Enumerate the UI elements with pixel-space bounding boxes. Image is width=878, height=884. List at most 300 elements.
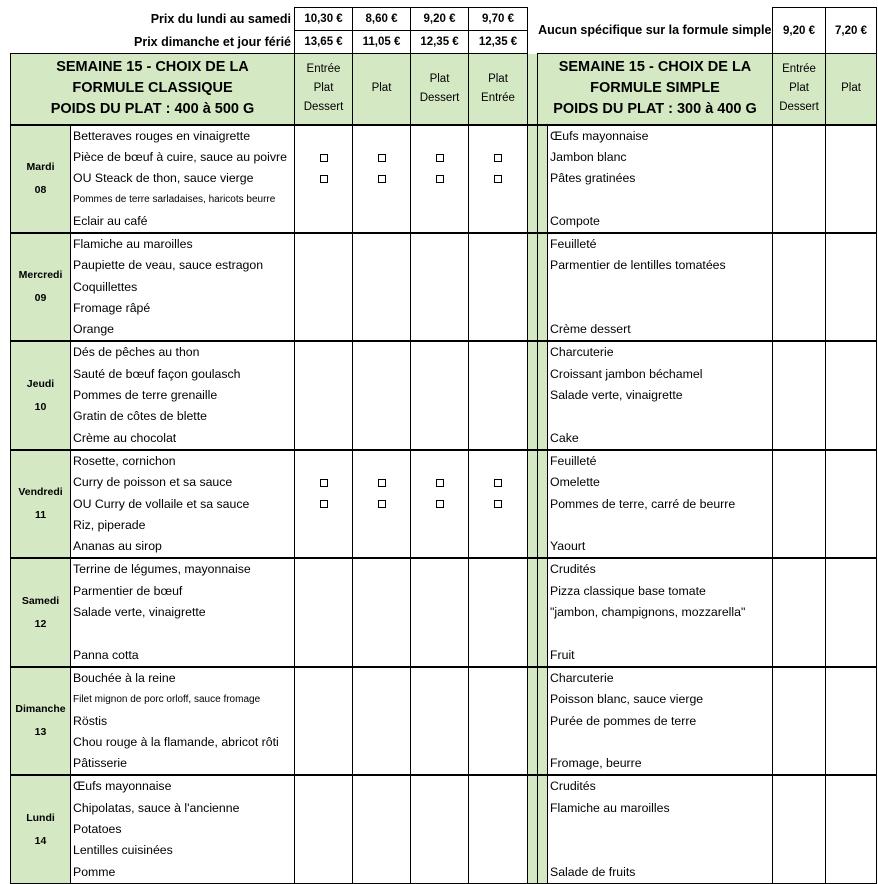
day-number: 11 xyxy=(34,509,47,522)
classic-choice-cell xyxy=(295,277,353,298)
classic-choice-cell xyxy=(411,558,469,580)
classic-choice-cell[interactable] xyxy=(411,168,469,189)
menu-line xyxy=(11,753,877,775)
separator xyxy=(528,558,538,666)
classic-choice-cell xyxy=(295,385,353,406)
classic-choice-cell xyxy=(411,753,469,775)
classic-choice-cell xyxy=(411,862,469,884)
simple-choice-cell xyxy=(826,840,877,861)
classic-choice-cell xyxy=(295,255,353,276)
separator xyxy=(528,341,538,449)
menu-line xyxy=(11,233,877,255)
simple-choice-cell xyxy=(826,862,877,884)
simple-choice-cell xyxy=(826,558,877,580)
classic-dish: Eclair au café xyxy=(71,211,295,233)
simple-choice-cell xyxy=(826,645,877,667)
classic-choice-cell xyxy=(411,732,469,753)
simple-choice-cell xyxy=(773,450,826,472)
simple-price: 7,20 € xyxy=(826,8,877,54)
classic-choice-cell xyxy=(353,515,411,536)
simple-dish xyxy=(548,819,773,840)
separator xyxy=(538,667,548,775)
menu-line xyxy=(11,515,877,536)
classic-choice-cell xyxy=(469,277,528,298)
classic-choice-cell xyxy=(295,536,353,558)
classic-choice-cell xyxy=(411,364,469,385)
choice-checkbox[interactable] xyxy=(378,500,386,508)
choice-checkbox[interactable] xyxy=(494,500,502,508)
classic-choice-cell xyxy=(411,255,469,276)
classic-choice-cell xyxy=(469,667,528,689)
classic-choice-cell[interactable] xyxy=(295,147,353,168)
simple-dish: Feuilleté xyxy=(548,233,773,255)
classic-choice-cell[interactable] xyxy=(353,494,411,515)
simple-choice-cell xyxy=(773,428,826,450)
classic-choice-cell xyxy=(469,406,528,427)
sunday-price: 12,35 € xyxy=(469,31,528,54)
classic-choice-cell xyxy=(411,450,469,472)
simple-choice-cell xyxy=(826,472,877,493)
simple-choice-cell xyxy=(773,494,826,515)
classic-choice-cell xyxy=(411,341,469,363)
classic-choice-cell xyxy=(353,298,411,319)
menu-line xyxy=(11,211,877,233)
classic-choice-cell xyxy=(469,255,528,276)
price-row-weekday xyxy=(11,8,877,31)
classic-dish: Chou rouge à la flamande, abricot rôti xyxy=(71,732,295,753)
simple-choice-cell xyxy=(773,147,826,168)
classic-choice-cell xyxy=(353,536,411,558)
simple-dish xyxy=(548,623,773,644)
simple-choice-cell xyxy=(826,450,877,472)
classic-dish: Filet mignon de porc orloff, sauce fromage xyxy=(71,689,295,710)
classic-dish: Dés de pêches au thon xyxy=(71,341,295,363)
simple-formula-title xyxy=(538,54,773,125)
classic-dish: OU Curry de vollaile et sa sauce xyxy=(71,494,295,515)
simple-title-line: SEMAINE 15 - CHOIX DE LA xyxy=(558,59,752,76)
classic-choice-cell xyxy=(353,558,411,580)
simple-choice-cell xyxy=(826,689,877,710)
classic-choice-cell xyxy=(469,645,528,667)
choice-checkbox[interactable] xyxy=(436,479,444,487)
classic-choice-cell xyxy=(295,753,353,775)
simple-choice-cell xyxy=(826,319,877,341)
classic-dish: Pâtisserie xyxy=(71,753,295,775)
classic-choice-cell xyxy=(353,840,411,861)
menu-line xyxy=(11,798,877,819)
classic-choice-cell[interactable] xyxy=(469,494,528,515)
separator xyxy=(528,450,538,558)
classic-choice-cell[interactable] xyxy=(353,472,411,493)
classic-choice-cell xyxy=(353,341,411,363)
menu-line xyxy=(11,775,877,797)
day-label xyxy=(11,233,71,341)
simple-choice-cell xyxy=(773,406,826,427)
classic-choice-cell xyxy=(411,689,469,710)
classic-choice-cell xyxy=(353,602,411,623)
classic-dish: Paupiette de veau, sauce estragon xyxy=(71,255,295,276)
classic-choice-cell xyxy=(295,428,353,450)
simple-choice-cell xyxy=(773,558,826,580)
classic-choice-cell[interactable] xyxy=(411,147,469,168)
simple-dish: Fruit xyxy=(548,645,773,667)
simple-choice-cell xyxy=(826,819,877,840)
simple-choice-cell xyxy=(773,862,826,884)
simple-choice-cell xyxy=(826,211,877,233)
simple-choice-cell xyxy=(826,233,877,255)
simple-choice-cell xyxy=(773,277,826,298)
simple-choice-cell xyxy=(773,667,826,689)
classic-choice-cell xyxy=(353,189,411,210)
classic-choice-cell xyxy=(411,711,469,732)
day-number: 12 xyxy=(34,617,47,630)
day-label xyxy=(11,775,71,883)
classic-col-header: Plat xyxy=(353,54,411,125)
day-name: Lundi xyxy=(26,811,55,824)
simple-dish: Pommes de terre, carré de beurre xyxy=(548,494,773,515)
simple-title-line: FORMULE SIMPLE xyxy=(590,80,720,97)
classic-choice-cell xyxy=(469,211,528,233)
classic-choice-cell xyxy=(411,798,469,819)
classic-choice-cell[interactable] xyxy=(469,147,528,168)
classic-choice-cell xyxy=(353,277,411,298)
simple-dish: Yaourt xyxy=(548,536,773,558)
simple-choice-cell xyxy=(826,428,877,450)
simple-choice-cell xyxy=(773,645,826,667)
choice-checkbox[interactable] xyxy=(436,154,444,162)
simple-choice-cell xyxy=(826,536,877,558)
separator xyxy=(528,125,538,233)
classic-choice-cell xyxy=(469,862,528,884)
day-label xyxy=(11,558,71,666)
menu-line xyxy=(11,623,877,644)
simple-choice-cell xyxy=(826,494,877,515)
simple-choice-cell xyxy=(826,298,877,319)
choice-checkbox[interactable] xyxy=(436,175,444,183)
simple-dish: Salade verte, vinaigrette xyxy=(548,385,773,406)
classic-choice-cell xyxy=(295,189,353,210)
simple-choice-cell xyxy=(773,515,826,536)
classic-dish: Röstis xyxy=(71,711,295,732)
day-label xyxy=(11,450,71,558)
choice-checkbox[interactable] xyxy=(320,154,328,162)
simple-choice-cell xyxy=(826,711,877,732)
sunday-price-label: Prix dimanche et jour férié xyxy=(134,34,291,49)
classic-choice-cell xyxy=(411,277,469,298)
simple-choice-cell xyxy=(773,689,826,710)
classic-choice-cell xyxy=(353,581,411,602)
menu-line xyxy=(11,385,877,406)
simple-choice-cell xyxy=(826,623,877,644)
day-label xyxy=(11,667,71,775)
simple-dish: Fromage, beurre xyxy=(548,753,773,775)
simple-choice-cell xyxy=(773,233,826,255)
simple-choice-cell xyxy=(773,581,826,602)
classic-dish: Œufs mayonnaise xyxy=(71,775,295,797)
classic-choice-cell xyxy=(469,428,528,450)
classic-choice-cell xyxy=(295,364,353,385)
day-name: Mercredi xyxy=(18,269,63,282)
classic-dish: Coquillettes xyxy=(71,277,295,298)
classic-choice-cell xyxy=(295,667,353,689)
classic-choice-cell xyxy=(353,753,411,775)
simple-choice-cell xyxy=(826,147,877,168)
weekday-price: 8,60 € xyxy=(353,8,411,31)
menu-line xyxy=(11,667,877,689)
simple-col-header: Plat xyxy=(826,54,877,125)
classic-col-header: Plat Dessert xyxy=(411,54,469,125)
classic-choice-cell xyxy=(411,211,469,233)
classic-choice-cell xyxy=(295,819,353,840)
simple-choice-cell xyxy=(773,711,826,732)
choice-checkbox[interactable] xyxy=(320,479,328,487)
simple-dish: Purée de pommes de terre xyxy=(548,711,773,732)
simple-choice-cell xyxy=(773,602,826,623)
classic-choice-cell xyxy=(295,558,353,580)
choice-checkbox[interactable] xyxy=(378,479,386,487)
classic-choice-cell xyxy=(295,602,353,623)
simple-choice-cell xyxy=(826,602,877,623)
classic-choice-cell[interactable] xyxy=(295,494,353,515)
classic-choice-cell xyxy=(295,581,353,602)
weekday-price: 10,30 € xyxy=(295,8,353,31)
classic-choice-cell xyxy=(469,602,528,623)
simple-dish: Flamiche au maroilles xyxy=(548,798,773,819)
classic-choice-cell xyxy=(295,798,353,819)
classic-choice-cell xyxy=(411,645,469,667)
separator xyxy=(528,54,538,125)
simple-dish: "jambon, champignons, mozzarella" xyxy=(548,602,773,623)
simple-choice-cell xyxy=(773,536,826,558)
simple-choice-cell xyxy=(826,732,877,753)
choice-checkbox[interactable] xyxy=(436,500,444,508)
classic-choice-cell[interactable] xyxy=(469,168,528,189)
classic-choice-cell xyxy=(411,319,469,341)
menu-line xyxy=(11,711,877,732)
classic-dish: Bouchée à la reine xyxy=(71,667,295,689)
choice-checkbox[interactable] xyxy=(494,154,502,162)
classic-choice-cell xyxy=(353,711,411,732)
simple-choice-cell xyxy=(773,168,826,189)
simple-choice-cell xyxy=(773,211,826,233)
simple-choice-cell xyxy=(826,775,877,797)
classic-dish: Gratin de côtes de blette xyxy=(71,406,295,427)
classic-choice-cell xyxy=(353,255,411,276)
classic-choice-cell xyxy=(353,862,411,884)
simple-choice-cell xyxy=(773,623,826,644)
simple-dish: Crudités xyxy=(548,558,773,580)
simple-choice-cell xyxy=(826,667,877,689)
menu-line xyxy=(11,536,877,558)
simple-choice-cell xyxy=(773,255,826,276)
classic-choice-cell xyxy=(353,689,411,710)
classic-choice-cell[interactable] xyxy=(295,168,353,189)
classic-choice-cell xyxy=(353,406,411,427)
classic-title-line: FORMULE CLASSIQUE xyxy=(72,80,233,97)
simple-dish: Crudités xyxy=(548,775,773,797)
classic-choice-cell xyxy=(411,125,469,147)
simple-choice-cell xyxy=(773,319,826,341)
classic-dish: Chipolatas, sauce à l'ancienne xyxy=(71,798,295,819)
classic-choice-cell xyxy=(469,341,528,363)
classic-choice-cell[interactable] xyxy=(469,472,528,493)
classic-choice-cell xyxy=(469,711,528,732)
simple-dish: Pizza classique base tomate xyxy=(548,581,773,602)
classic-dish: Crème au chocolat xyxy=(71,428,295,450)
classic-choice-cell[interactable] xyxy=(353,168,411,189)
simple-dish xyxy=(548,298,773,319)
classic-dish: Salade verte, vinaigrette xyxy=(71,602,295,623)
simple-dish: Salade de fruits xyxy=(548,862,773,884)
classic-choice-cell[interactable] xyxy=(295,472,353,493)
classic-dish: Flamiche au maroilles xyxy=(71,233,295,255)
classic-choice-cell[interactable] xyxy=(353,147,411,168)
classic-choice-cell xyxy=(469,753,528,775)
classic-choice-cell xyxy=(295,689,353,710)
simple-dish: Charcuterie xyxy=(548,667,773,689)
day-number: 09 xyxy=(34,292,47,305)
classic-choice-cell xyxy=(469,450,528,472)
simple-dish xyxy=(548,406,773,427)
classic-col-header: Entrée Plat Dessert xyxy=(295,54,353,125)
classic-choice-cell xyxy=(411,406,469,427)
classic-choice-cell xyxy=(353,623,411,644)
choice-checkbox[interactable] xyxy=(378,154,386,162)
classic-title-line: SEMAINE 15 - CHOIX DE LA xyxy=(56,59,249,76)
simple-dish: Compote xyxy=(548,211,773,233)
classic-choice-cell xyxy=(411,428,469,450)
menu-line xyxy=(11,689,877,710)
simple-choice-cell xyxy=(826,515,877,536)
classic-choice-cell xyxy=(295,406,353,427)
menu-line xyxy=(11,147,877,168)
simple-choice-cell xyxy=(773,775,826,797)
simple-choice-cell xyxy=(826,385,877,406)
classic-choice-cell xyxy=(469,536,528,558)
choice-checkbox[interactable] xyxy=(320,500,328,508)
classic-dish: Parmentier de bœuf xyxy=(71,581,295,602)
classic-choice-cell xyxy=(411,623,469,644)
weekday-price: 9,20 € xyxy=(411,8,469,31)
choice-checkbox[interactable] xyxy=(320,175,328,183)
classic-choice-cell xyxy=(295,515,353,536)
simple-choice-cell xyxy=(773,819,826,840)
classic-dish: Pièce de bœuf à cuire, sauce au poivre xyxy=(71,147,295,168)
simple-col-header: Entrée Plat Dessert xyxy=(773,54,826,125)
choice-checkbox[interactable] xyxy=(494,479,502,487)
classic-choice-cell xyxy=(469,840,528,861)
classic-choice-cell xyxy=(469,233,528,255)
sunday-price: 12,35 € xyxy=(411,31,469,54)
separator xyxy=(538,341,548,449)
classic-dish: Lentilles cuisinées xyxy=(71,840,295,861)
menu-line xyxy=(11,364,877,385)
simple-dish xyxy=(548,277,773,298)
simple-choice-cell xyxy=(773,298,826,319)
day-label xyxy=(11,341,71,449)
menu-line xyxy=(11,602,877,623)
day-name: Vendredi xyxy=(18,486,63,499)
choice-checkbox[interactable] xyxy=(378,175,386,183)
menu-line xyxy=(11,645,877,667)
classic-choice-cell[interactable] xyxy=(411,472,469,493)
classic-dish: Pomme xyxy=(71,862,295,884)
classic-dish: Curry de poisson et sa sauce xyxy=(71,472,295,493)
classic-choice-cell xyxy=(411,840,469,861)
separator xyxy=(538,775,548,883)
classic-title-line: POIDS DU PLAT : 400 à 500 G xyxy=(50,101,255,118)
menu-table xyxy=(10,7,877,884)
classic-dish xyxy=(71,623,295,644)
classic-choice-cell xyxy=(411,667,469,689)
classic-choice-cell xyxy=(469,385,528,406)
classic-choice-cell xyxy=(469,298,528,319)
menu-line xyxy=(11,558,877,580)
classic-choice-cell xyxy=(295,233,353,255)
classic-choice-cell xyxy=(353,211,411,233)
simple-choice-cell xyxy=(826,753,877,775)
classic-dish: Pommes de terre grenaille xyxy=(71,385,295,406)
classic-choice-cell[interactable] xyxy=(411,494,469,515)
menu-line xyxy=(11,840,877,861)
classic-choice-cell xyxy=(411,775,469,797)
menu-line xyxy=(11,125,877,147)
day-name: Jeudi xyxy=(26,377,55,390)
simple-dish: Jambon blanc xyxy=(548,147,773,168)
classic-choice-cell xyxy=(353,385,411,406)
simple-choice-cell xyxy=(826,581,877,602)
simple-choice-cell xyxy=(773,189,826,210)
menu-line xyxy=(11,277,877,298)
classic-choice-cell xyxy=(295,775,353,797)
choice-checkbox[interactable] xyxy=(494,175,502,183)
classic-choice-cell xyxy=(411,581,469,602)
header-row xyxy=(11,54,877,125)
simple-title-line: POIDS DU PLAT : 300 à 400 G xyxy=(553,101,757,118)
simple-choice-cell xyxy=(826,798,877,819)
classic-choice-cell xyxy=(353,428,411,450)
classic-choice-cell xyxy=(353,125,411,147)
classic-choice-cell xyxy=(469,732,528,753)
menu-line xyxy=(11,341,877,363)
simple-dish: Crème dessert xyxy=(548,319,773,341)
simple-dish xyxy=(548,189,773,210)
menu-line xyxy=(11,255,877,276)
separator xyxy=(538,125,548,233)
classic-choice-cell xyxy=(469,819,528,840)
classic-dish: Rosette, cornichon xyxy=(71,450,295,472)
classic-choice-cell xyxy=(411,536,469,558)
classic-choice-cell xyxy=(353,798,411,819)
simple-choice-cell xyxy=(826,277,877,298)
classic-dish: Potatoes xyxy=(71,819,295,840)
classic-choice-cell xyxy=(469,775,528,797)
menu-line xyxy=(11,581,877,602)
classic-choice-cell xyxy=(295,645,353,667)
menu-line xyxy=(11,819,877,840)
simple-choice-cell xyxy=(826,189,877,210)
classic-choice-cell xyxy=(353,819,411,840)
classic-choice-cell xyxy=(353,775,411,797)
classic-choice-cell xyxy=(469,189,528,210)
classic-choice-cell xyxy=(295,450,353,472)
simple-choice-cell xyxy=(826,168,877,189)
menu-line xyxy=(11,494,877,515)
simple-choice-cell xyxy=(773,125,826,147)
sunday-price: 11,05 € xyxy=(353,31,411,54)
day-name: Mardi xyxy=(26,160,55,173)
simple-choice-cell xyxy=(773,732,826,753)
